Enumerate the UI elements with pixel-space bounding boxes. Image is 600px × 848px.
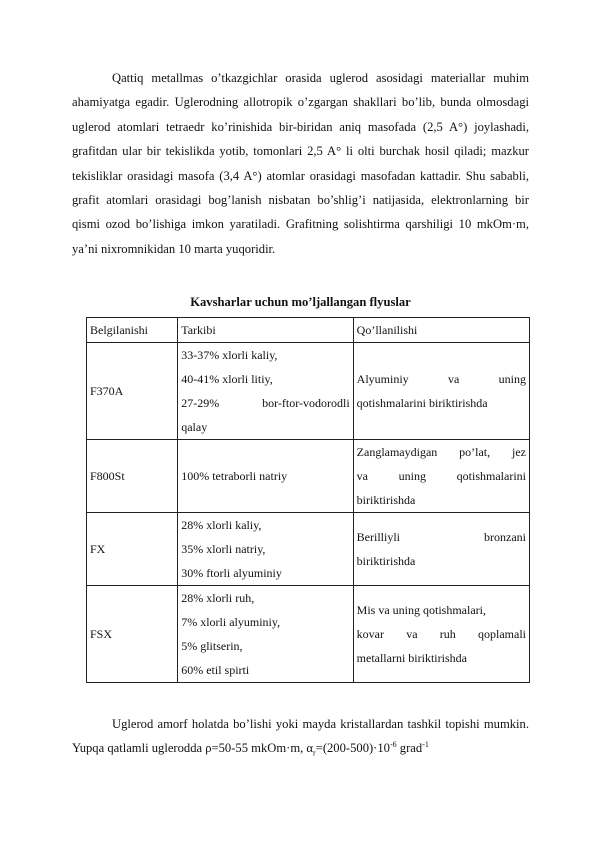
- composition-line: 5% glitserin,: [181, 639, 243, 653]
- row-code: FSX: [87, 586, 178, 683]
- composition-line: 30% ftorli alyuminiy: [181, 566, 282, 580]
- usage-line: Mis va uning qotishmalari,: [356, 603, 486, 617]
- unit-text: grad: [396, 741, 423, 756]
- row-usage: [353, 586, 529, 683]
- row-composition: [178, 343, 353, 440]
- table-row: [87, 513, 530, 586]
- table-row: [87, 343, 530, 440]
- composition-line: 27-29% bor-ftor-vodorodli: [181, 396, 350, 410]
- composition-line: 60% etil spirti: [181, 663, 250, 677]
- alpha-subscript: r: [313, 748, 316, 758]
- usage-line: kovar va ruh qoplamali: [356, 627, 526, 641]
- row-usage: [353, 343, 529, 440]
- composition-line: 35% xlorli natriy,: [181, 542, 266, 556]
- composition-line: 40-41% xlorli litiy,: [181, 372, 273, 386]
- composition-line: 28% xlorli kaliy,: [181, 518, 262, 532]
- paragraph-graphite: Qattiq metallmas o’tkazgichlar orasida uglerod asosidagi materiallar muhim ahamiyatga egadir. Uglerodning allotropik o’zgargan shakllari bo’lib, bunda olmosdagi uglerod atomlari tetraedr ko’rinishida bir-biridan aniq masofada (2,5 A°) joylashadi, grafitdan ular bir tekislikda yotib, tomonlari 2,5 A° li olti burchak hosil qiladi; mazkur tekisliklar orasidagi masofa (3,4 A°) atomlar orasidagi masofadan kattadir. Shu sababli, grafit atomlari orasidagi bog’lanish nisbatan bo’shlig’i natijasida, elektronlarning bir qismi ozod bo’lishiga imkon yaratiladi. Grafitning solishtirma qarshiligi 10 mkOm·m, ya’ni nixromnikidan 10 marta yuqoridir.: [72, 71, 529, 256]
- flux-table: [86, 317, 530, 683]
- exponent-2: -1: [422, 740, 429, 750]
- table-header-row: [87, 318, 530, 343]
- row-code: F370A: [87, 343, 178, 440]
- usage-line: va uning qotishmalarini: [356, 469, 526, 483]
- composition-line: 100% tetraborli natriy: [181, 469, 288, 483]
- usage-line: biriktirishda: [356, 493, 416, 507]
- row-usage: [353, 513, 529, 586]
- row-composition: [178, 513, 353, 586]
- row-composition: [178, 440, 353, 513]
- row-code: F800St: [87, 440, 178, 513]
- composition-line: 7% xlorli alyuminiy,: [181, 615, 281, 629]
- header-composition: Tarkibi: [178, 318, 353, 343]
- exponent-1: -6: [389, 740, 397, 750]
- usage-line: qotishmalarini biriktirishda: [356, 396, 488, 410]
- row-composition: [178, 586, 353, 683]
- table-row: [87, 440, 530, 513]
- table-row: [87, 586, 530, 683]
- composition-line: 28% xlorli ruh,: [181, 591, 255, 605]
- paragraph-amorphous-carbon: [72, 712, 529, 761]
- usage-line: Alyuminiy va uning: [356, 372, 526, 386]
- para2-text: Uglerod amorf holatda bo’lishi yoki mayda kristallardan tashkil topishi mumkin. Yupqa qatlamli uglerodda ρ=50-55 mkOm·m, α: [72, 717, 529, 756]
- usage-line: metallarni biriktirishda: [356, 651, 467, 665]
- header-usage: Qo’llanilishi: [353, 318, 529, 343]
- composition-line: 33-37% xlorli kaliy,: [181, 348, 278, 362]
- table-caption: Kavsharlar uchun mo’ljallangan flyuslar: [190, 295, 411, 309]
- row-usage: [353, 440, 529, 513]
- header-designation: Belgilanishi: [87, 318, 178, 343]
- usage-line: Berilliyli bronzani: [356, 530, 526, 544]
- row-code: FX: [87, 513, 178, 586]
- composition-line: qalay: [181, 420, 208, 434]
- usage-line: biriktirishda: [356, 554, 416, 568]
- alpha-value: =(200-500)·10: [315, 741, 390, 756]
- usage-line: Zanglamaydigan po’lat, jez: [356, 445, 526, 459]
